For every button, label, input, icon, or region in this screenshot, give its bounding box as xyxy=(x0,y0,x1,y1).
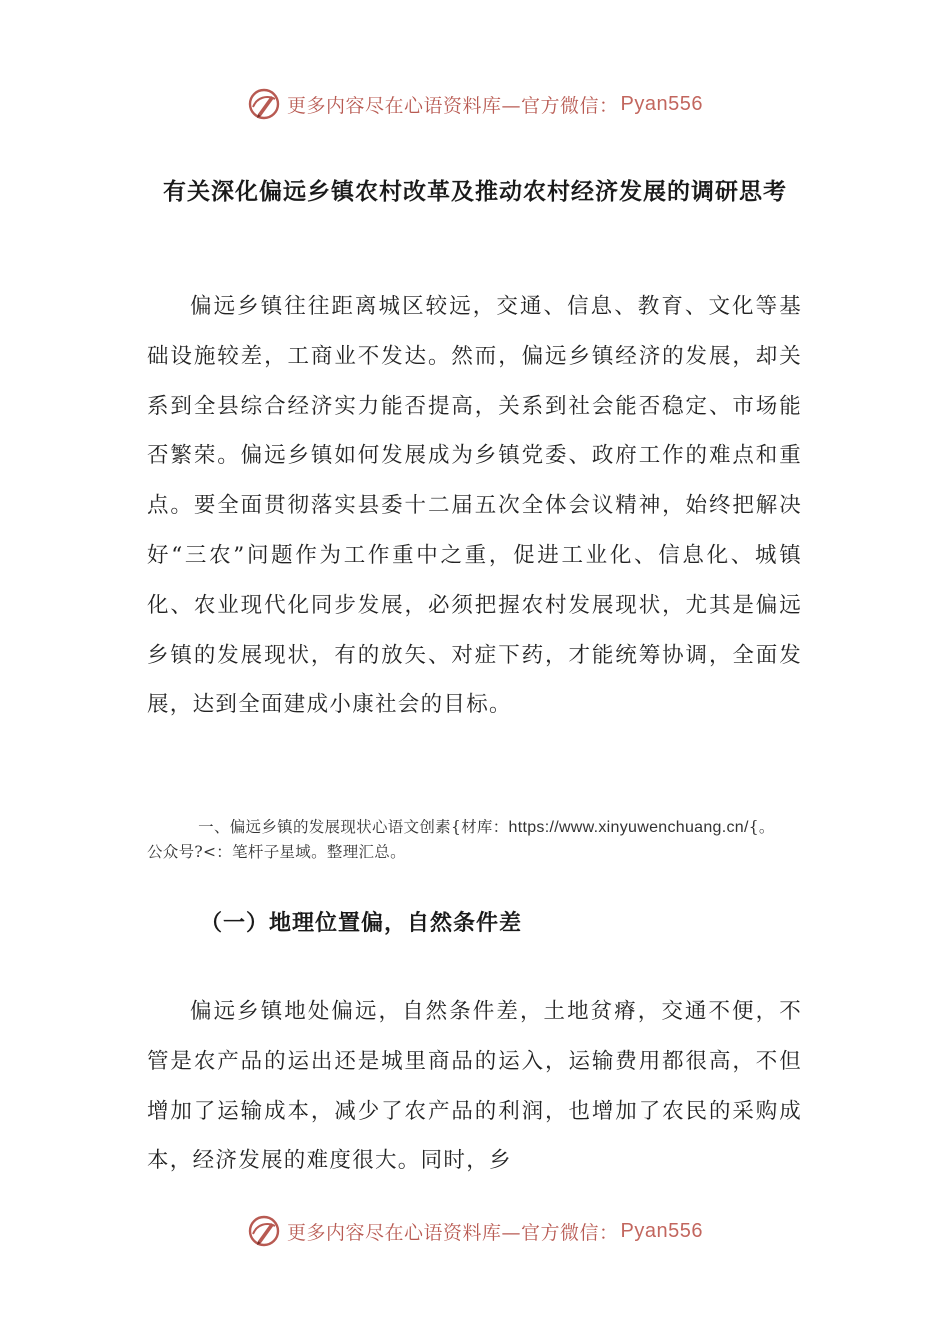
footer-watermark-banner xyxy=(0,1211,950,1251)
document-title: 有关深化偏远乡镇农村改革及推动农村经济发展的调研思考 xyxy=(163,178,787,206)
pen-logo-icon xyxy=(247,1214,281,1248)
section-paragraph: 偏远乡镇地处偏远，自然条件差，土地贫瘠，交通不便，不管是农产品的运出还是城里商品的运入，运输费用都很高，不但增加了运输成本，减少了农产品的利润，也增加了农民的采购成本，经济发展的难度很大。同时，乡 xyxy=(147,999,802,1174)
section-heading: （一）地理位置偏，自然条件差 xyxy=(200,910,523,936)
banner-wechat-id: Pyan556 xyxy=(620,92,703,115)
banner-text: 更多内容尽在心语资料库—官方微信： xyxy=(287,1221,619,1244)
banner-text: 更多内容尽在心语资料库—官方微信： xyxy=(287,94,619,117)
source-note-suffix: {。公众号?<：笔杆子星域。整理汇总。 xyxy=(147,818,775,861)
source-note xyxy=(147,815,787,864)
pen-logo-icon xyxy=(247,87,281,121)
header-watermark-banner xyxy=(0,84,950,124)
source-note-url: https://www.xinyuwenchuang.cn/ xyxy=(508,819,749,836)
source-note-prefix: 一、偏远乡镇的发展现状心语文创素{材库： xyxy=(198,818,509,836)
banner-wechat-id: Pyan556 xyxy=(620,1219,703,1242)
intro-paragraph: 偏远乡镇往往距离城区较远，交通、信息、教育、文化等基础设施较差，工商业不发达。然而，偏远乡镇经济的发展，却关系到全县综合经济实力能否提高，关系到社会能否稳定、市场能否繁荣。偏远乡镇如何发展成为乡镇党委、政府工作的难点和重点。要全面贯彻落实县委十二届五次全体会议精神，始终把解决好“三农”问题作为工作重中之重，促进工业化、信息化、城镇化、农业现代化同步发展，必须把握农村发展现状，尤其是偏远乡镇的发展现状，有的放矢、对症下药，才能统筹协调，全面发展，达到全面建成小康社会的目标。 xyxy=(147,294,802,718)
